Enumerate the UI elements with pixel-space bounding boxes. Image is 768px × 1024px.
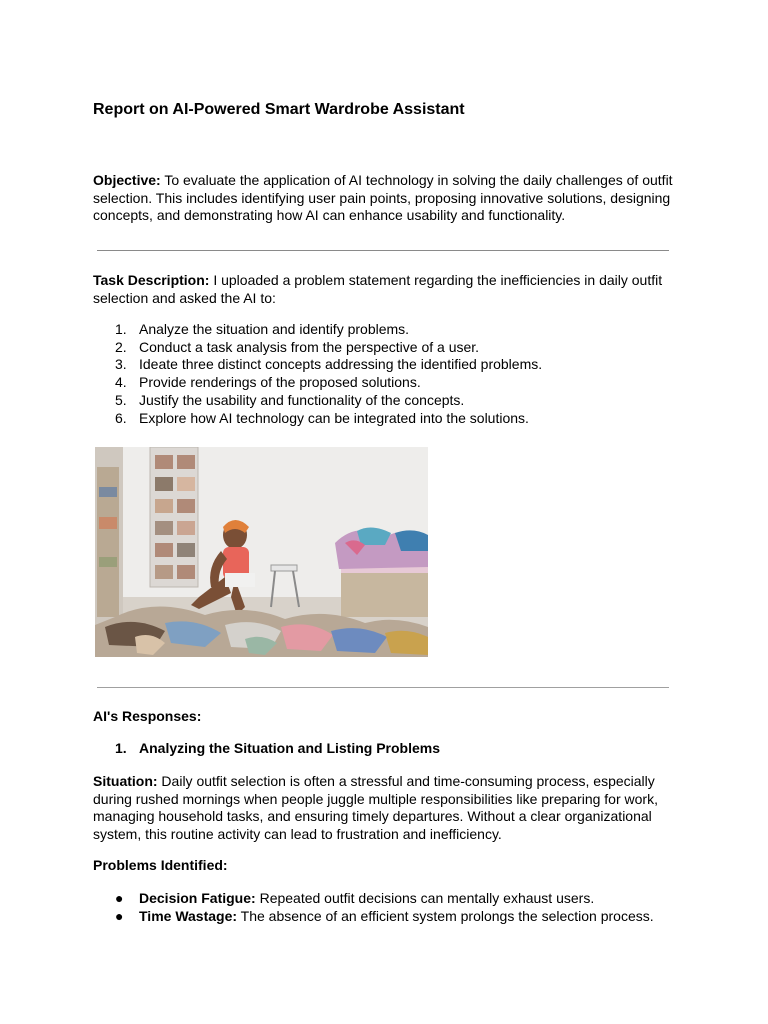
situation-text: Daily outfit selection is often a stressful and time-consuming process, especially during rushed mornings when people juggle multiple responsibilities like preparing for work, managing household tasks, and ensuring timely departures. Without a clear organizational system, this routine activity can lead to frustration and inefficiency.	[93, 773, 658, 843]
list-item-text: Justify the usability and functionality of the concepts.	[139, 391, 465, 408]
list-number: 5.	[115, 391, 127, 408]
problem-text: The absence of an efficient system prolongs the selection process.	[237, 908, 654, 924]
ai-responses-heading: AI's Responses:	[93, 708, 202, 724]
objective-paragraph	[93, 172, 683, 225]
problem-text: Repeated outfit decisions can mentally exhaust users.	[255, 890, 595, 906]
list-item-text: Ideate three distinct concepts addressing the identified problems.	[139, 356, 543, 373]
list-item	[93, 392, 683, 410]
section-number: 1.	[115, 740, 127, 756]
list-item	[93, 339, 683, 357]
list-item-text: Provide renderings of the proposed solutions.	[139, 374, 421, 391]
task-description-text: I uploaded a problem statement regarding the inefficiencies in daily outfit selection and asked the AI to:	[93, 272, 663, 306]
section-title: Analyzing the Situation and Listing Problems	[139, 740, 441, 756]
objective-text: To evaluate the application of AI technology in solving the daily challenges of outfit selection. This includes identifying user pain points, proposing innovative solutions, designing concepts, and demonstrating how AI can enhance usability and functionality.	[93, 172, 673, 224]
task-description-paragraph	[93, 272, 683, 307]
list-item-text: Explore how AI technology can be integrated into the solutions.	[139, 409, 529, 426]
divider	[97, 687, 669, 688]
list-number: 1.	[115, 321, 127, 337]
list-item	[93, 907, 693, 925]
problems-heading: Problems Identified:	[93, 857, 228, 873]
objective-label: Objective:	[93, 172, 161, 188]
problem-label: Decision Fatigue:	[139, 890, 256, 906]
bullet-icon: ●	[115, 908, 124, 924]
list-item	[93, 889, 693, 907]
task-description-label: Task Description:	[93, 272, 210, 288]
list-item-text: Analyze the situation and identify problems.	[139, 321, 410, 337]
list-number: 2.	[115, 338, 127, 355]
messy-wardrobe-photo	[95, 447, 428, 657]
problems-list	[93, 889, 693, 925]
list-number: 6.	[115, 409, 127, 426]
bullet-icon: ●	[115, 890, 124, 906]
task-list	[93, 321, 683, 427]
divider	[97, 250, 669, 251]
list-item	[93, 356, 683, 374]
problem-label: Time Wastage:	[139, 908, 238, 924]
list-item	[93, 410, 683, 428]
list-number: 4.	[115, 374, 127, 391]
list-number: 3.	[115, 356, 127, 373]
situation-paragraph	[93, 773, 683, 844]
situation-label: Situation:	[93, 773, 158, 789]
document-title: Report on AI-Powered Smart Wardrobe Assistant	[93, 101, 465, 118]
list-item	[93, 374, 683, 392]
list-item-text: Conduct a task analysis from the perspective of a user.	[139, 338, 480, 355]
list-item	[93, 321, 683, 339]
